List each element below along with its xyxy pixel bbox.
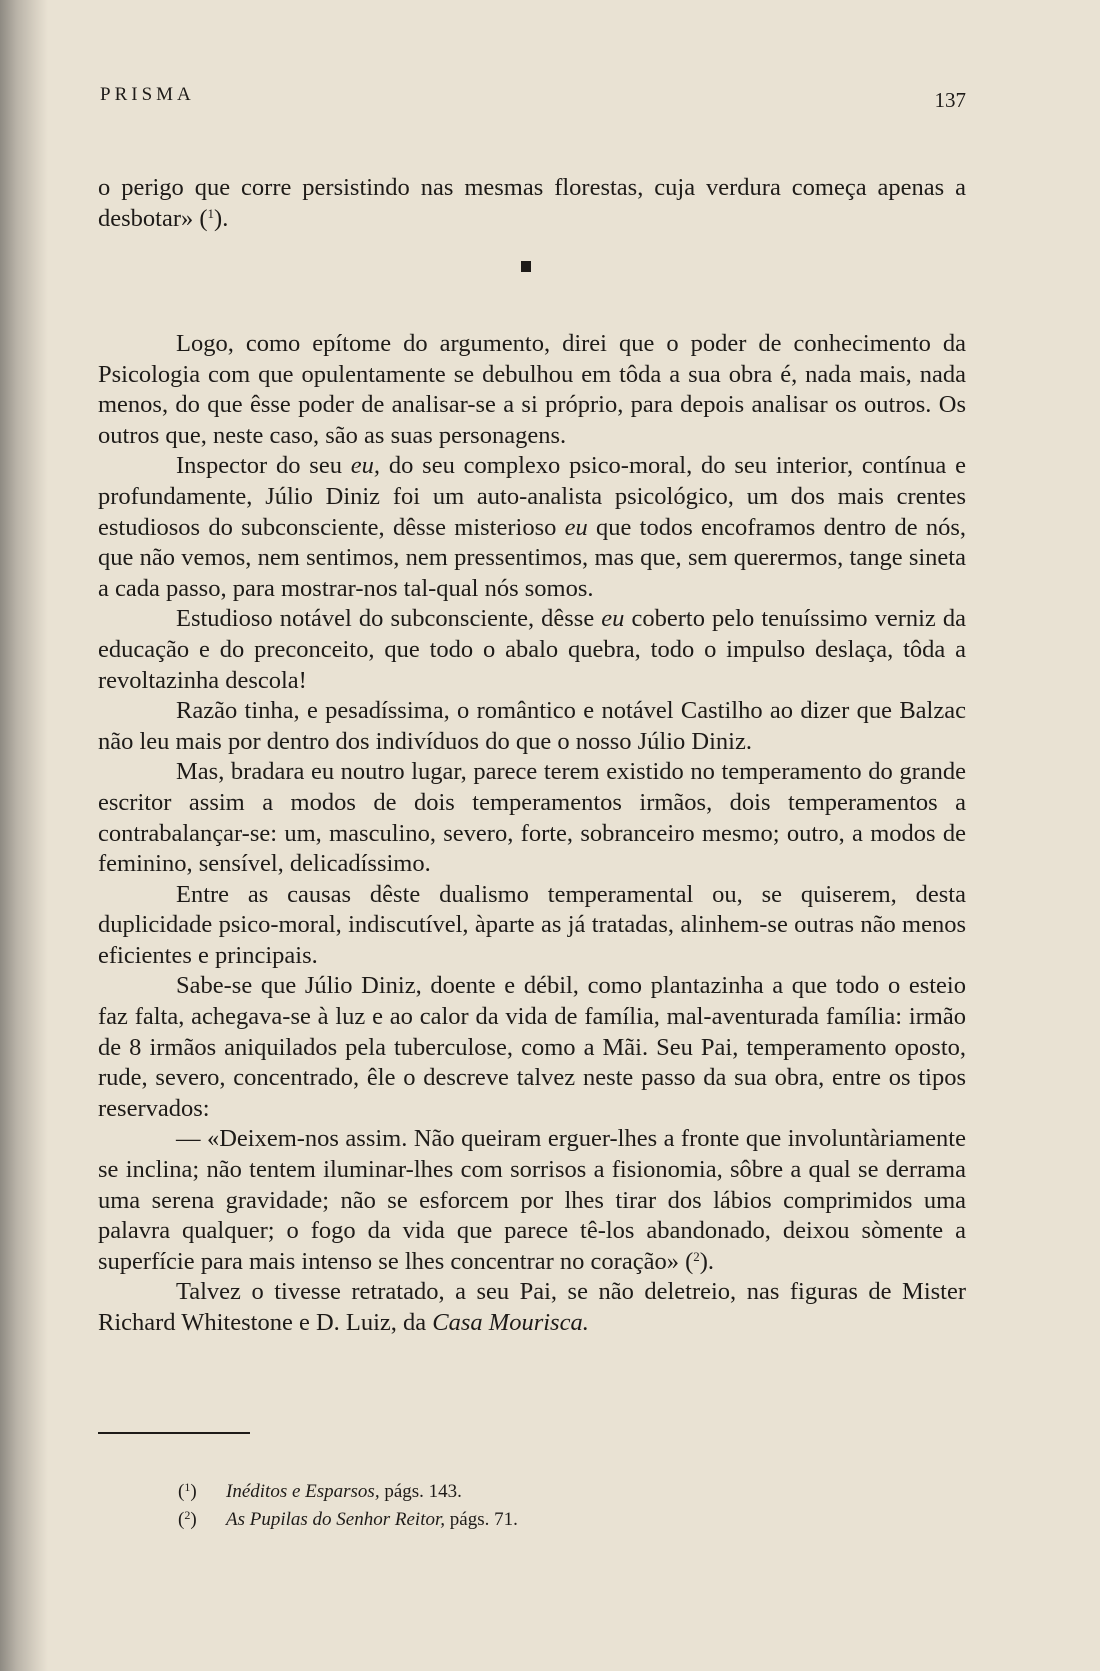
paragraph-4: Razão tinha, e pesadíssima, o romântico e notável Castilho ao dizer que Balzac não leu mais por dentro dos indivíduos do que o nosso Júlio Diniz. (98, 697, 966, 755)
paragraph-5: Mas, bradara eu noutro lugar, parece terem existido no temperamento do grande escritor assim a modos de dois temperamentos irmãos, dois temperamentos a contrabalançar-se: um, masculino, severo, forte, sobranceiro mesmo; outro, a modos de feminino, sensível, delicadíssimo. (98, 758, 966, 878)
page-number: 137 (934, 88, 966, 112)
footnote-2-pages: págs. 71. (445, 1509, 518, 1530)
footnote-ref-2: 2 (693, 1248, 700, 1264)
footnote-2-number: 2 (184, 1508, 191, 1522)
paragraph-9-italic-title: Casa Mourisca. (432, 1309, 589, 1336)
footnote-ref-1: 1 (207, 205, 215, 221)
paragraph-8-text: — «Deixem-nos assim. Não queiram erguer-lhes a fronte que involuntàriamente se inclina; não tentem iluminar-lhes com sorrisos a fisionomia, sôbre a qual se derrama uma serena gravidade; não se esforcem por lhes tirar dos lábios comprimidos uma palavra qualquer; o fogo da vida que parece tê-los abandonado, deixou sòmente a superfície para mais intenso se lhes concentrar no coração» ( (98, 1125, 966, 1275)
paragraph-1: Logo, como epítome do argumento, direi que o poder de conhecimento da Psicologia com que opulentamente se debulhou em tôda a sua obra é, nada mais, nada menos, do que êsse poder de analisar-se a si próprio, para depois analisar os outros. Os outros que, neste caso, são as suas personagens. (98, 330, 966, 449)
paragraph-2-text-b: do seu complexo psico-moral, do seu interior, contínua e profundamente, Júlio Diniz foi um auto-analista psicológico, um dos mais crentes estudiosos do subconsciente, dêsse misterioso (98, 452, 966, 541)
footnote-1-pages: págs. 143. (379, 1481, 462, 1502)
footnote-1-title: Inéditos e Esparsos, (226, 1481, 380, 1502)
running-head: PRISMA (100, 84, 195, 105)
paragraph-8-close: ). (699, 1247, 715, 1275)
main-text (98, 329, 966, 1339)
footnotes (178, 1478, 878, 1534)
paragraph-6: Entre as causas dêste dualismo temperamental ou, se quiserem, desta duplicidade psico-moral, indiscutível, àparte as já tratadas, alinhem-se outras não menos eficientes e principais. (98, 880, 966, 969)
footnote-1-number: 1 (184, 1480, 191, 1494)
paragraph-3-text-b: coberto pelo tenuíssimo verniz da educação e do preconceito, que todo o abalo quebra, todo o impulso deslaça, tôda a revoltazinha descola! (98, 605, 966, 694)
paragraph-3 (98, 604, 966, 696)
opening-paragraph (98, 173, 966, 234)
paragraph-9-text: Talvez o tivesse retratado, a seu Pai, se não deletreio, nas figuras de Mister Richard Whitestone e D. Luiz, da (98, 1278, 966, 1336)
paragraph-7: Sabe-se que Júlio Diniz, doente e débil, como plantazinha a que todo o esteio faz falta, achegava-se à luz e ao calor da vida de família, mal-aventurada família: irmão de 8 irmãos aniquilados pela tuberculose, como a Mãi. Seu Pai, temperamento oposto, rude, severo, concentrado, êle o descreve talvez neste passo da sua obra, entre os tipos reservados: (98, 972, 966, 1122)
paragraph-2-italic-eu-2: eu (564, 513, 588, 541)
footnote-2-title: As Pupilas do Senhor Reitor, (226, 1509, 446, 1530)
opening-text: o perigo que corre persistindo nas mesmas florestas, cuja verdura começa apenas a desbotar» ( (98, 174, 966, 232)
paragraph-9 (98, 1277, 966, 1338)
paragraph-2-italic-eu: eu, (350, 452, 381, 480)
paragraph-2-text-c: que todos encoframos dentro de nós, que não vemos, nem sentimos, nem pressentimos, mas que, sem querermos, tange sineta a cada passo, para mostrar-nos tal-qual nós somos. (98, 513, 966, 602)
paragraph-3-text-a: Estudioso notável do subconsciente, dêsse (176, 605, 602, 633)
paragraph-2-text-a: Inspector do seu (176, 452, 351, 480)
paragraph-3-italic-eu: eu (601, 605, 625, 633)
opening-close: ). (214, 204, 229, 232)
footnote-rule (98, 1432, 250, 1434)
paragraph-2 (98, 451, 966, 604)
section-separator (521, 261, 531, 272)
footnote-1: ($^1$) Inéditos e Esparsos, págs. 143. (178, 1480, 462, 1502)
footnote-2: ($^2$) As Pupilas do Senhor Reitor, págs. 71. (178, 1508, 518, 1530)
paragraph-8-quote (98, 1124, 966, 1277)
